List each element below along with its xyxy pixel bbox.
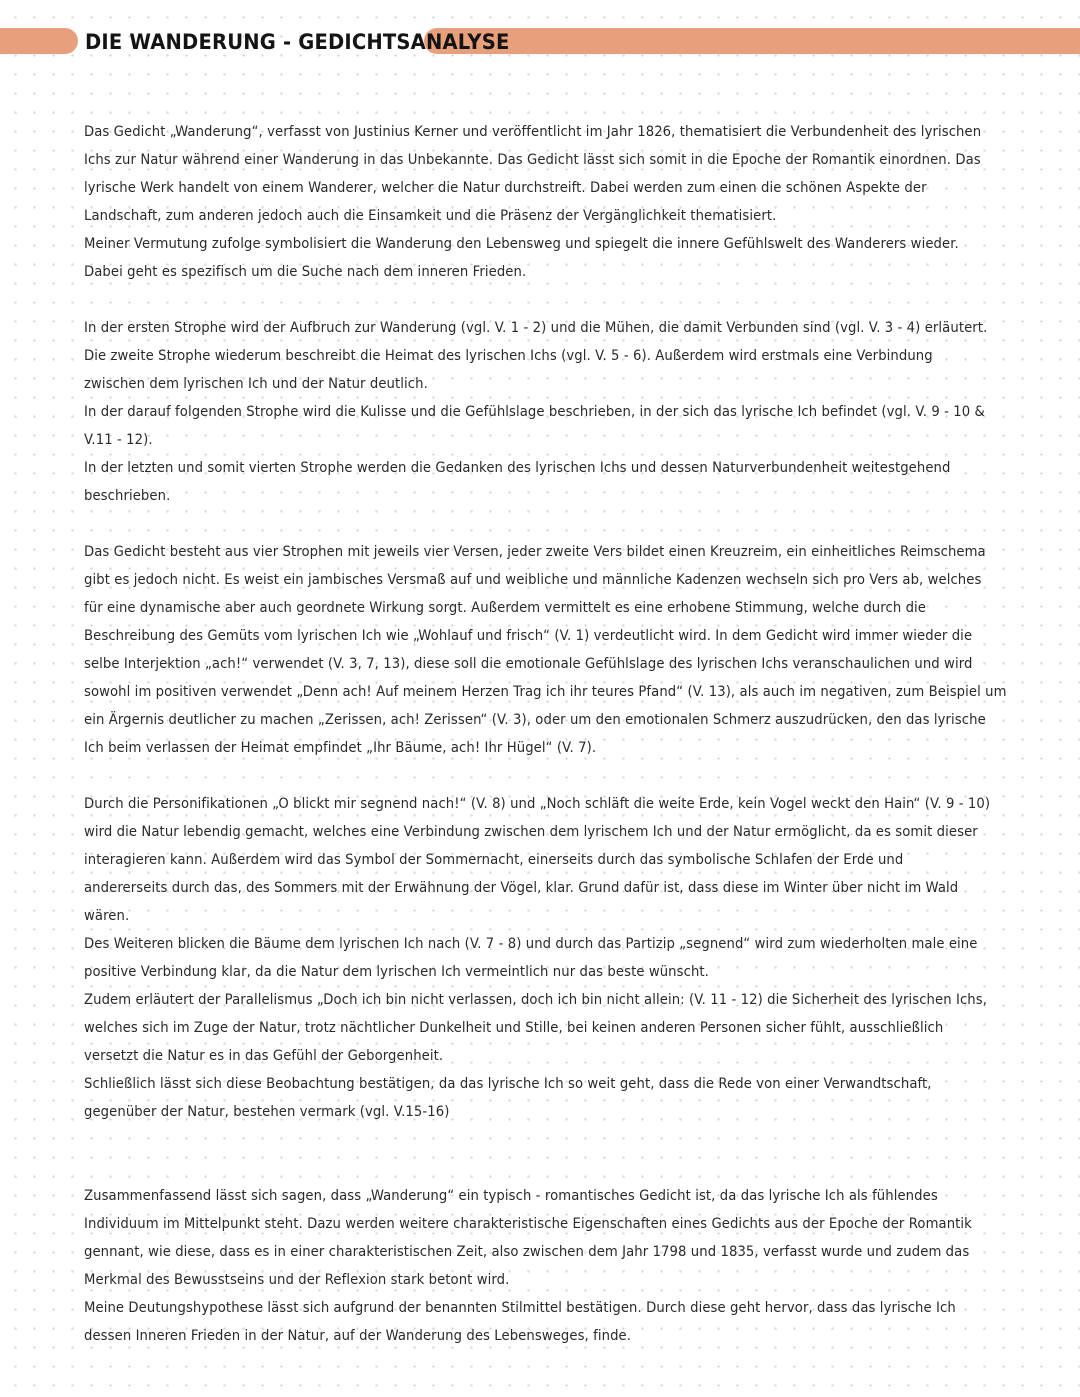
text-line: interagieren kann. Außerdem wird das Symbol der Sommernacht, einerseits durch das symbolische Schlafen der Erde und	[84, 852, 904, 868]
paragraph-spacer	[84, 762, 1034, 790]
text-line: ein Ärgernis deutlicher zu machen „Zerissen, ach! Zerissen“ (V. 3), oder um den emotionalen Schmerz auszudrücken, den das lyrische	[84, 712, 986, 728]
text-line: gegenüber der Natur, bestehen vermark (vgl. V.15-16)	[84, 1104, 450, 1120]
text-line: gennant, wie diese, dass es in einer charakteristischen Zeit, also zwischen dem Jahr 1798 und 1835, verfasst wurde und zudem das	[84, 1244, 970, 1260]
title-bar	[0, 26, 1080, 56]
text-line: wären.	[84, 908, 130, 924]
paragraph-conclusion	[84, 1182, 1034, 1350]
title-accent-right	[424, 28, 1080, 54]
text-line: Ich beim verlassen der Heimat empfindet „Ihr Bäume, ach! Ihr Hügel“ (V. 7).	[84, 740, 597, 756]
text-line: Dabei geht es spezifisch um die Suche nach dem inneren Frieden.	[84, 264, 527, 280]
text-line: Die zweite Strophe wiederum beschreibt die Heimat des lyrischen Ichs (vgl. V. 5 - 6). Außerdem wird erstmals eine Verbindung	[84, 348, 933, 364]
text-line: selbe Interjektion „ach!“ verwendet (V. 3, 7, 13), diese soll die emotionale Gefühlslage des lyrischen Ichs veranschaulichen und wird	[84, 656, 973, 672]
text-line: Das Gedicht besteht aus vier Strophen mit jeweils vier Versen, jeder zweite Vers bildet einen Kreuzreim, ein einheitliches Reimschema	[84, 544, 986, 560]
text-line: Das Gedicht „Wanderung“, verfasst von Justinius Kerner und veröffentlicht im Jahr 1826, thematisiert die Verbundenheit des lyrischen	[84, 124, 982, 140]
paragraph-introduction	[84, 118, 1034, 286]
paragraph-spacer	[84, 286, 1034, 314]
paragraph-form-analysis	[84, 538, 1034, 762]
text-line: sowohl im positiven verwendet „Denn ach! Auf meinem Herzen Trag ich ihr teures Pfand“ (V. 13), als auch im negativen, zum Beispiel um	[84, 684, 1007, 700]
text-line: welches sich im Zuge der Natur, trotz nächtlicher Dunkelheit und Stille, bei keinen anderen Personen sicher fühlt, ausschließlich	[84, 1020, 944, 1036]
text-line: Zusammenfassend lässt sich sagen, dass „Wanderung“ ein typisch - romantisches Gedicht ist, da das lyrische Ich als fühlendes	[84, 1188, 938, 1204]
text-line: In der darauf folgenden Strophe wird die Kulisse und die Gefühlslage beschrieben, in der sich das lyrische Ich befindet (vgl. V. 9 - 10 &	[84, 404, 985, 420]
text-line: versetzt die Natur es in das Gefühl der Geborgenheit.	[84, 1048, 444, 1064]
text-line: für eine dynamische aber auch geordnete Wirkung sorgt. Außerdem vermittelt es eine erhobene Stimmung, welche durch die	[84, 600, 927, 616]
text-line: Ichs zur Natur während einer Wanderung in das Unbekannte. Das Gedicht lässt sich somit in die Epoche der Romantik einordnen. Das	[84, 152, 981, 168]
text-line: Merkmal des Bewusstseins und der Reflexion stark betont wird.	[84, 1272, 510, 1288]
paragraph-stanza-summary	[84, 314, 1034, 510]
page-title: DIE WANDERUNG - GEDICHTSANALYSE	[85, 30, 510, 54]
text-line: In der letzten und somit vierten Strophe werden die Gedanken des lyrischen Ichs und dessen Naturverbundenheit weitestgehend	[84, 460, 951, 476]
text-line: Des Weiteren blicken die Bäume dem lyrischen Ich nach (V. 7 - 8) und durch das Partizip „segnend“ wird zum wiederholten male eine	[84, 936, 978, 952]
paragraph-spacer	[84, 1126, 1034, 1182]
text-line: Meine Deutungshypothese lässt sich aufgrund der benannten Stilmittel bestätigen. Durch diese geht hervor, dass das lyrische Ich	[84, 1300, 956, 1316]
text-line: Individuum im Mittelpunkt steht. Dazu werden weitere charakteristische Eigenschaften eines Gedichts aus der Epoche der Romantik	[84, 1216, 972, 1232]
text-line: In der ersten Strophe wird der Aufbruch zur Wanderung (vgl. V. 1 - 2) und die Mühen, die damit Verbunden sind (vgl. V. 3 - 4) erläutert.	[84, 320, 988, 336]
text-line: lyrische Werk handelt von einem Wanderer, welcher die Natur durchstreift. Dabei werden zum einen die schönen Aspekte der	[84, 180, 927, 196]
paragraph-stylistic-devices	[84, 790, 1034, 1126]
text-line: zwischen dem lyrischen Ich und der Natur deutlich.	[84, 376, 428, 392]
text-line: dessen Inneren Frieden in der Natur, auf der Wanderung des Lebensweges, finde.	[84, 1328, 632, 1344]
text-line: beschrieben.	[84, 488, 171, 504]
text-line: positive Verbindung klar, da die Natur dem lyrischen Ich vermeintlich nur das beste wünscht.	[84, 964, 709, 980]
text-line: Landschaft, zum anderen jedoch auch die Einsamkeit und die Präsenz der Vergänglichkeit thematisiert.	[84, 208, 777, 224]
text-line: V.11 - 12).	[84, 432, 153, 448]
text-line: Beschreibung des Gemüts vom lyrischen Ich wie „Wohlauf und frisch“ (V. 1) verdeutlicht wird. In dem Gedicht wird immer wieder die	[84, 628, 973, 644]
text-line: Schließlich lässt sich diese Beobachtung bestätigen, da das lyrische Ich so weit geht, dass die Rede von einer Verwandtschaft,	[84, 1076, 932, 1092]
text-line: andererseits durch das, des Sommers mit der Erwähnung der Vögel, klar. Grund dafür ist, dass diese im Winter über nicht im Wald	[84, 880, 959, 896]
text-line: gibt es jedoch nicht. Es weist ein jambisches Versmaß auf und weibliche und männliche Kadenzen wechseln sich pro Vers ab, welches	[84, 572, 982, 588]
text-line: wird die Natur lebendig gemacht, welches eine Verbindung zwischen dem lyrischem Ich und der Natur ermöglicht, da es somit dieser	[84, 824, 978, 840]
text-line: Zudem erläutert der Parallelismus „Doch ich bin nicht verlassen, doch ich bin nicht allein: (V. 11 - 12) die Sicherheit des lyrischen Ichs,	[84, 992, 988, 1008]
title-accent-left	[0, 28, 78, 54]
essay-body	[84, 118, 1034, 1350]
text-line: Durch die Personifikationen „O blickt mir segnend nach!“ (V. 8) und „Noch schläft die weite Erde, kein Vogel weckt den Hain“ (V. 9 - 10)	[84, 796, 991, 812]
text-line: Meiner Vermutung zufolge symbolisiert die Wanderung den Lebensweg und spiegelt die innere Gefühlswelt des Wanderers wieder.	[84, 236, 959, 252]
paragraph-spacer	[84, 510, 1034, 538]
